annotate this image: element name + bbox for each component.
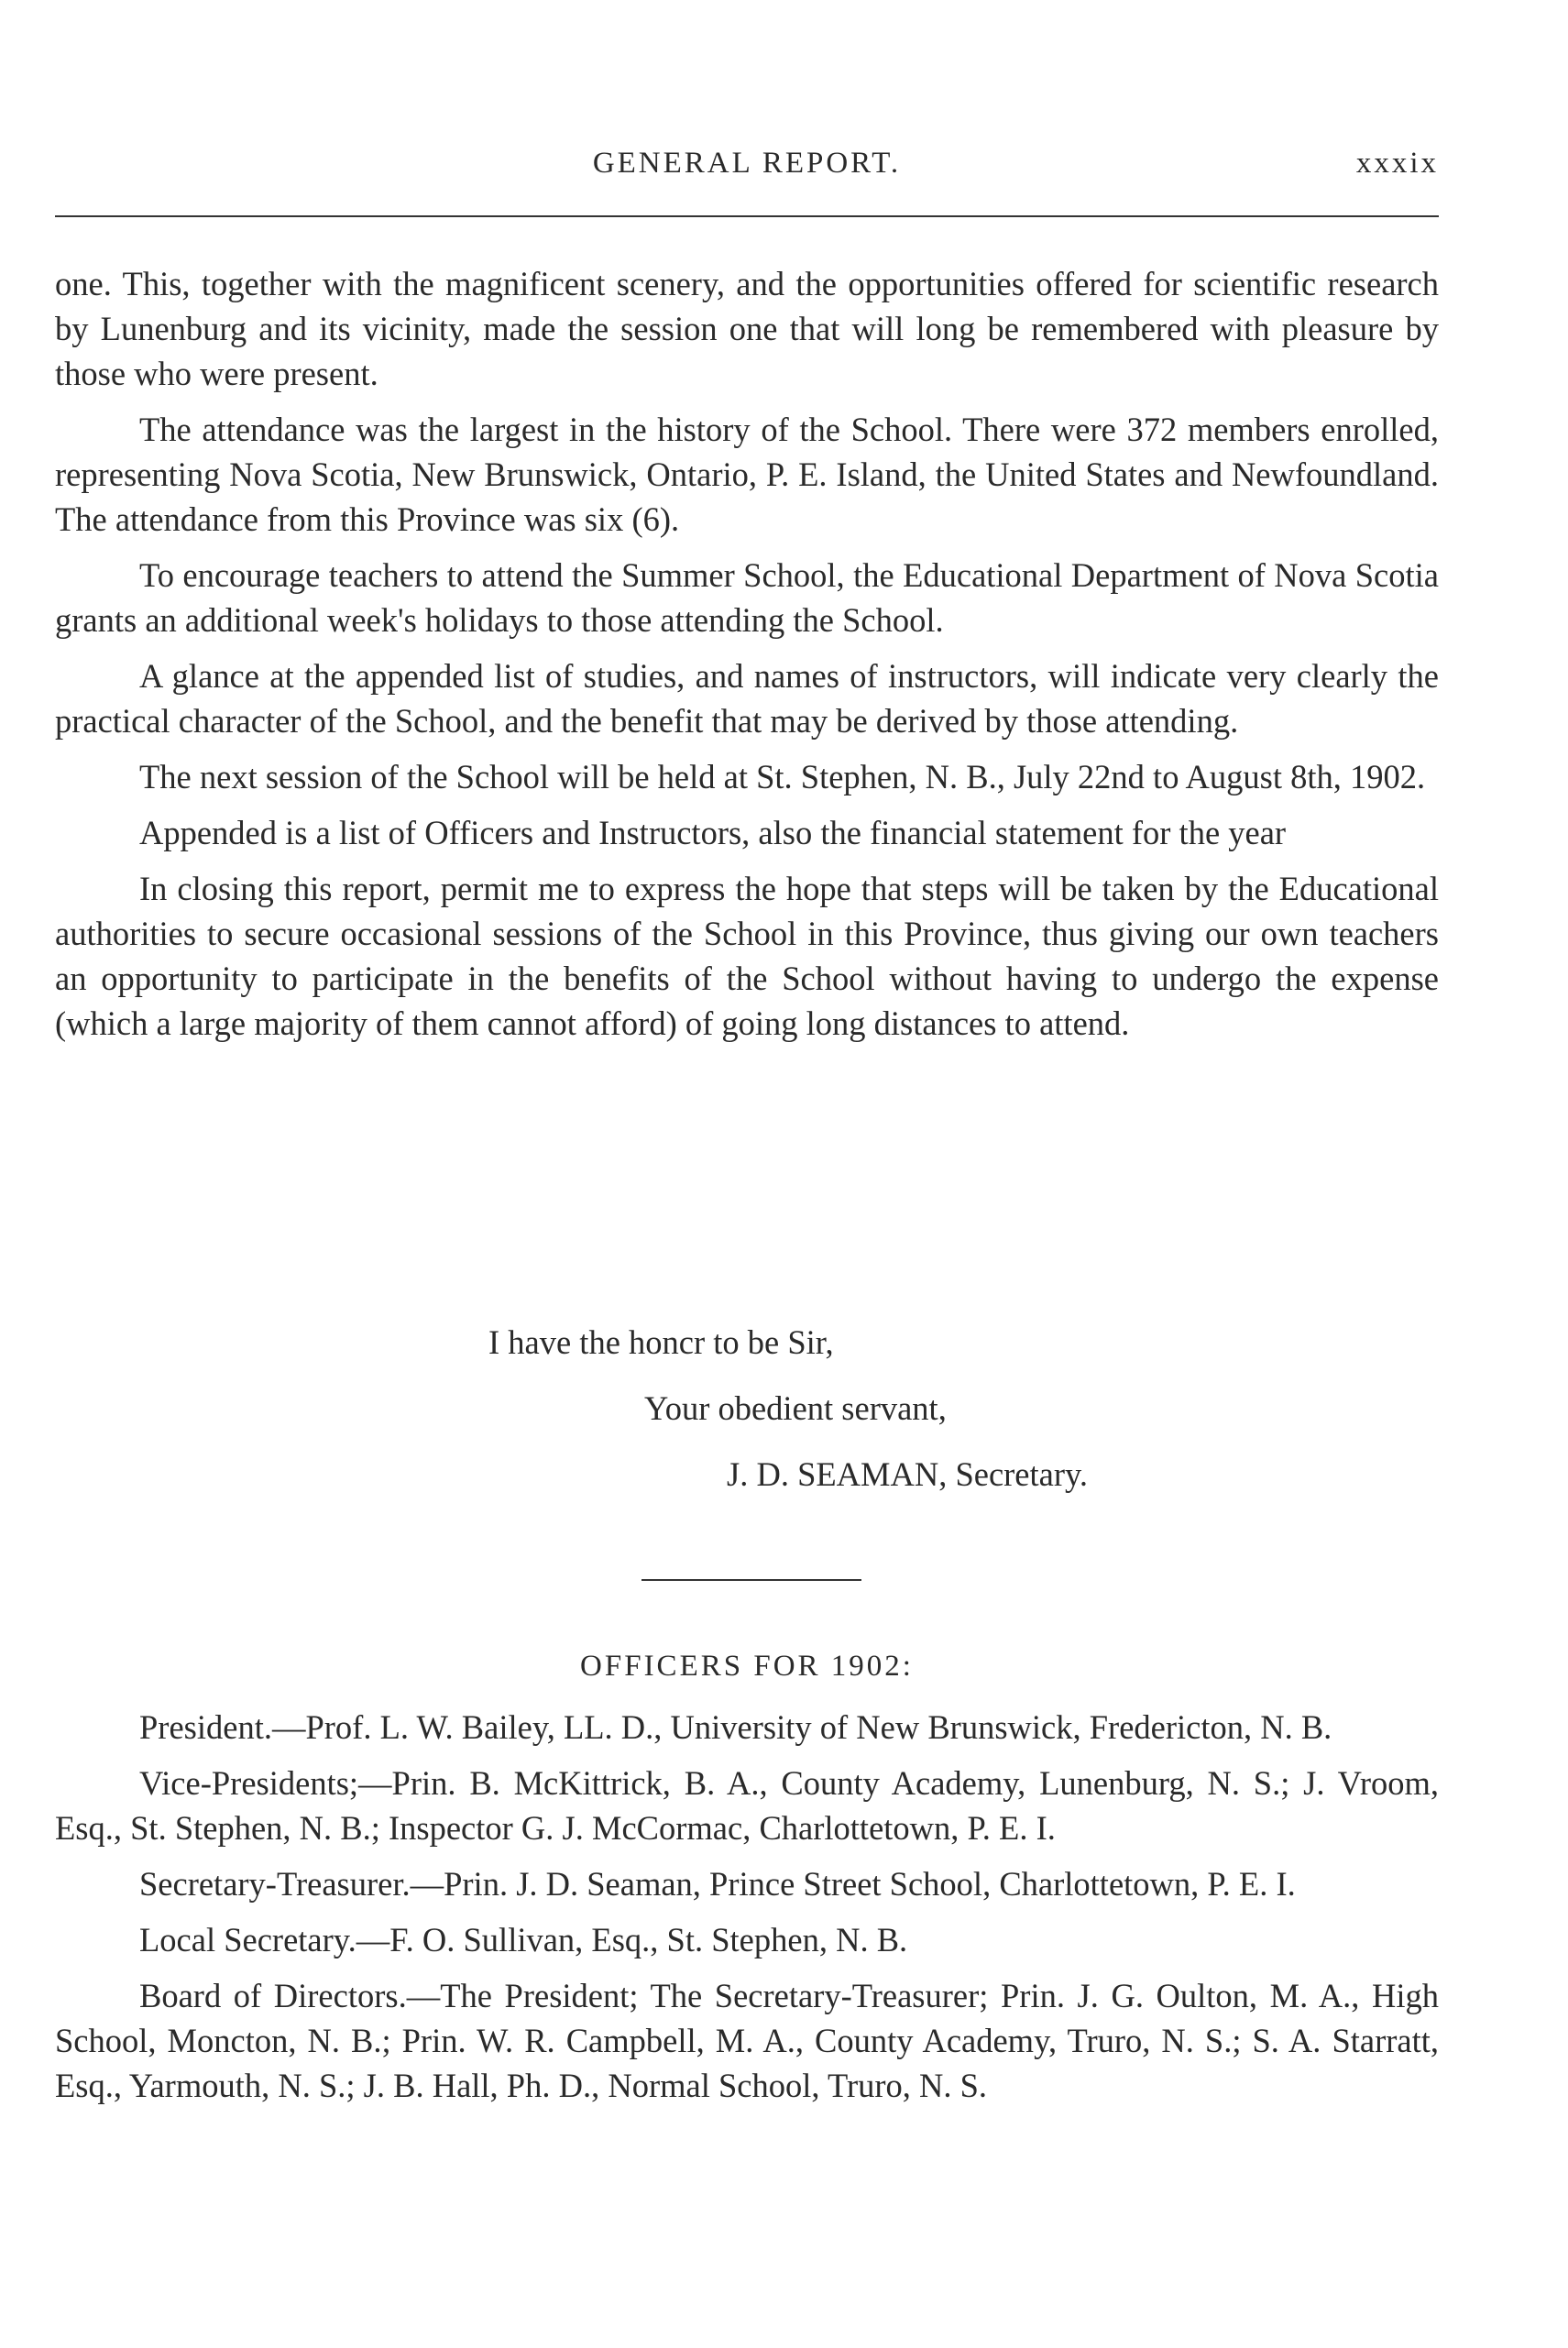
report-body: [55, 261, 1439, 1057]
paragraph: In closing this report, permit me to express the hope that steps will be taken by the Educational authorities to secure occasional sessions of the School in this Province, thus giving our own teachers an opportunity to participate in the benefits of the School without having to undergo the expense (which a large majority of them cannot afford) of going long distances to attend.: [55, 870, 1439, 1042]
signature-name: J. D. SEAMAN, Secretary.: [727, 1455, 1088, 1493]
paragraph: one. This, together with the magnificent scenery, and the opportunities offered for scientific research by Lunenburg and its vicinity, made the session one that will long be remembered with pleasure by those who were present.: [55, 265, 1439, 392]
running-title: GENERAL REPORT.: [592, 147, 902, 180]
paragraph: A glance at the appended list of studies, and names of instructors, will indicate very clearly the practical character of the School, and the benefit that may be derived by those attending.: [55, 657, 1439, 740]
officer-entry: Vice-Presidents;—Prin. B. McKittrick, B. A., County Academy, Lunenburg, N. S.; J. Vroom, Esq., St. Stephen, N. B.; Inspector G. J. McCormac, Charlottetown, P. E. I.: [55, 1764, 1439, 1847]
section-divider: [641, 1579, 861, 1581]
paragraph: The attendance was the largest in the history of the School. There were 372 members enrolled, representing Nova Scotia, New Brunswick, Ontario, P. E. Island, the United States and Newfoundland. The attendance from this Province was six (6).: [55, 411, 1439, 538]
officer-entry: Secretary-Treasurer.—Prin. J. D. Seaman, Prince Street School, Charlottetown, P. E. I.: [139, 1865, 1296, 1903]
officer-entry: Local Secretary.—F. O. Sullivan, Esq., St. Stephen, N. B.: [139, 1921, 908, 1958]
paragraph: To encourage teachers to attend the Summer School, the Educational Department of Nova Scotia grants an additional week's holidays to those attending the School.: [55, 556, 1439, 639]
running-header: [55, 147, 1439, 192]
header-rule: [55, 215, 1439, 217]
paragraph: The next session of the School will be held at St. Stephen, N. B., July 22nd to August 8th, 1902.: [139, 758, 1426, 795]
page-number: xxxix: [1355, 147, 1439, 180]
officers-heading: OFFICERS FOR 1902:: [580, 1650, 914, 1683]
officers-list: [55, 1705, 1439, 2119]
officer-entry: President.—Prof. L. W. Bailey, LL. D., University of New Brunswick, Fredericton, N. B.: [139, 1708, 1332, 1746]
paragraph: Appended is a list of Officers and Instructors, also the financial statement for the year: [139, 814, 1287, 851]
officer-entry: Board of Directors.—The President; The Secretary-Treasurer; Prin. J. G. Oulton, M. A., High School, Moncton, N. B.; Prin. W. R. Campbell, M. A., County Academy, Truro, N. S.; S. A. Starratt, Esq., Yarmouth, N. S.; J. B. Hall, Ph. D., Normal School, Truro, N. S.: [55, 1977, 1439, 2104]
closing-salutation: I have the honcr to be Sir,: [488, 1323, 834, 1361]
closing-servant: Your obedient servant,: [644, 1389, 947, 1427]
